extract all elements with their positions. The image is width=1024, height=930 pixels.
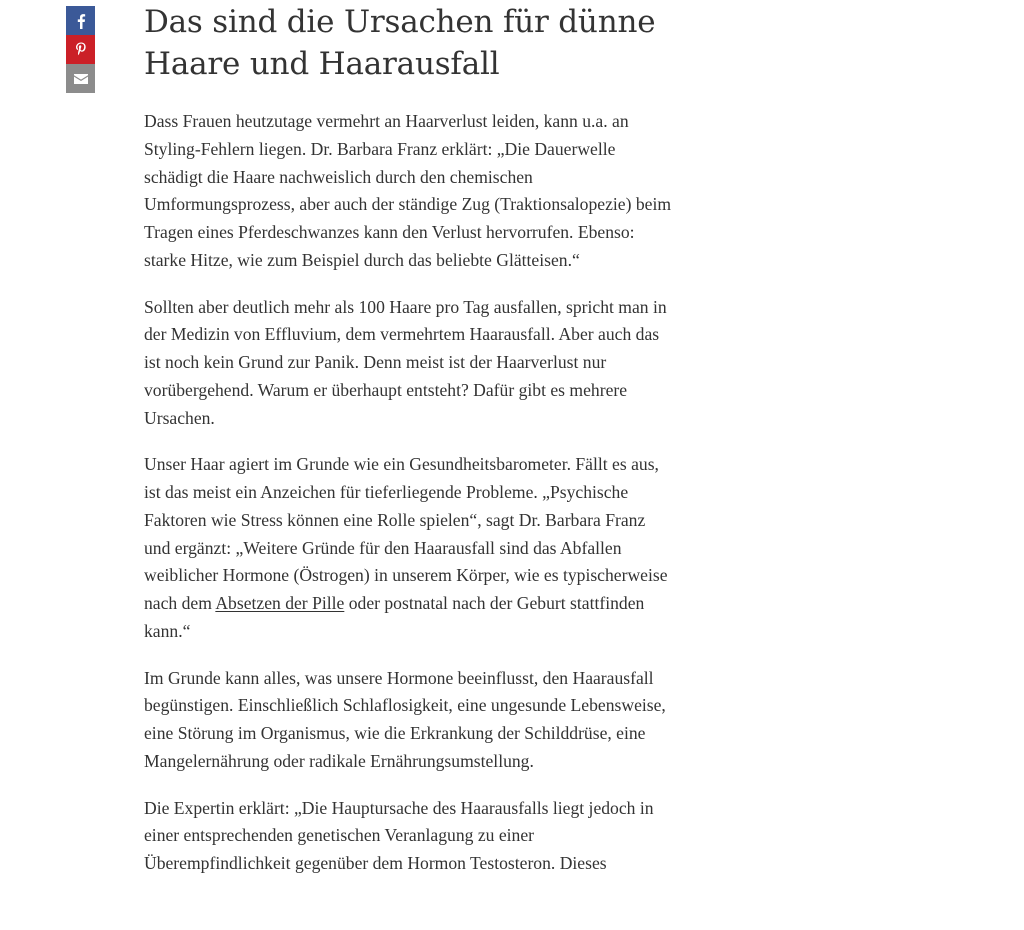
article-body <box>144 0 674 878</box>
article-paragraph: Sollten aber deutlich mehr als 100 Haare pro Tag ausfallen, spricht man in der Medizin von Effluvium, dem vermehrtem Haarausfall. Aber auch das ist noch kein Grund zur Panik. Denn meist ist der Haarverlust nur vorübergehend. Warum er überhaupt entsteht? Dafür gibt es mehrere Ursachen. <box>144 296 667 428</box>
mail-icon <box>74 74 88 84</box>
article-paragraph: Die Expertin erklärt: „Die Hauptursache des Haarausfalls liegt jedoch in einer entsprechenden genetischen Veranlagung zu einer Überempfindlichkeit gegenüber dem Hormon Testosteron. Dieses <box>144 797 654 873</box>
paragraph-text: oder postnatal nach der Geburt stattfinden kann.“ <box>144 593 645 641</box>
article-paragraph: Im Grunde kann alles, was unsere Hormone beeinflusst, den Haarausfall begünstigen. Einschließlich Schlaflosigkeit, eine ungesunde Lebensweise, eine Störung im Organismus, wie die Erkrankung der Schilddrüse, eine Mangelernährung oder radikale Ernährungsumstellung. <box>144 667 666 771</box>
absetzen-der-pille-link[interactable]: Absetzen der Pille <box>215 593 345 613</box>
social-share-bar <box>66 6 95 93</box>
section-heading: Das sind die Ursachen für dünne Haare und Haarausfall <box>144 4 656 82</box>
pinterest-icon <box>75 42 87 57</box>
pinterest-share-button[interactable] <box>66 35 95 64</box>
facebook-share-button[interactable] <box>66 6 95 35</box>
facebook-icon <box>76 13 86 29</box>
email-share-button[interactable] <box>66 64 95 93</box>
article-paragraph <box>144 451 674 645</box>
article-paragraph: Dass Frauen heutzutage vermehrt an Haarverlust leiden, kann u.a. an Styling-Fehlern liegen. Dr. Barbara Franz erklärt: „Die Dauerwelle schädigt die Haare nachweislich durch den chemischen Umformungsprozess, aber auch der ständige Zug (Traktionsalopezie) beim Tragen eines Pferdeschwanzes kann den Verlust hervorrufen. Ebenso: starke Hitze, wie zum Beispiel durch das beliebte Glätteisen.“ <box>144 111 672 270</box>
paragraph-text: Unser Haar agiert im Grunde wie ein Gesundheitsbarometer. Fällt es aus, ist das meist ein Anzeichen für tieferliegende Probleme. „Psychische Faktoren wie Stress können eine Rolle spielen“, sagt Dr. Barbara Franz und ergänzt: „Weitere Gründe für den Haarausfall sind das Abfallen weiblicher Hormone (Östrogen) in unserem Körper, wie es typischerweise nach dem <box>144 454 668 613</box>
